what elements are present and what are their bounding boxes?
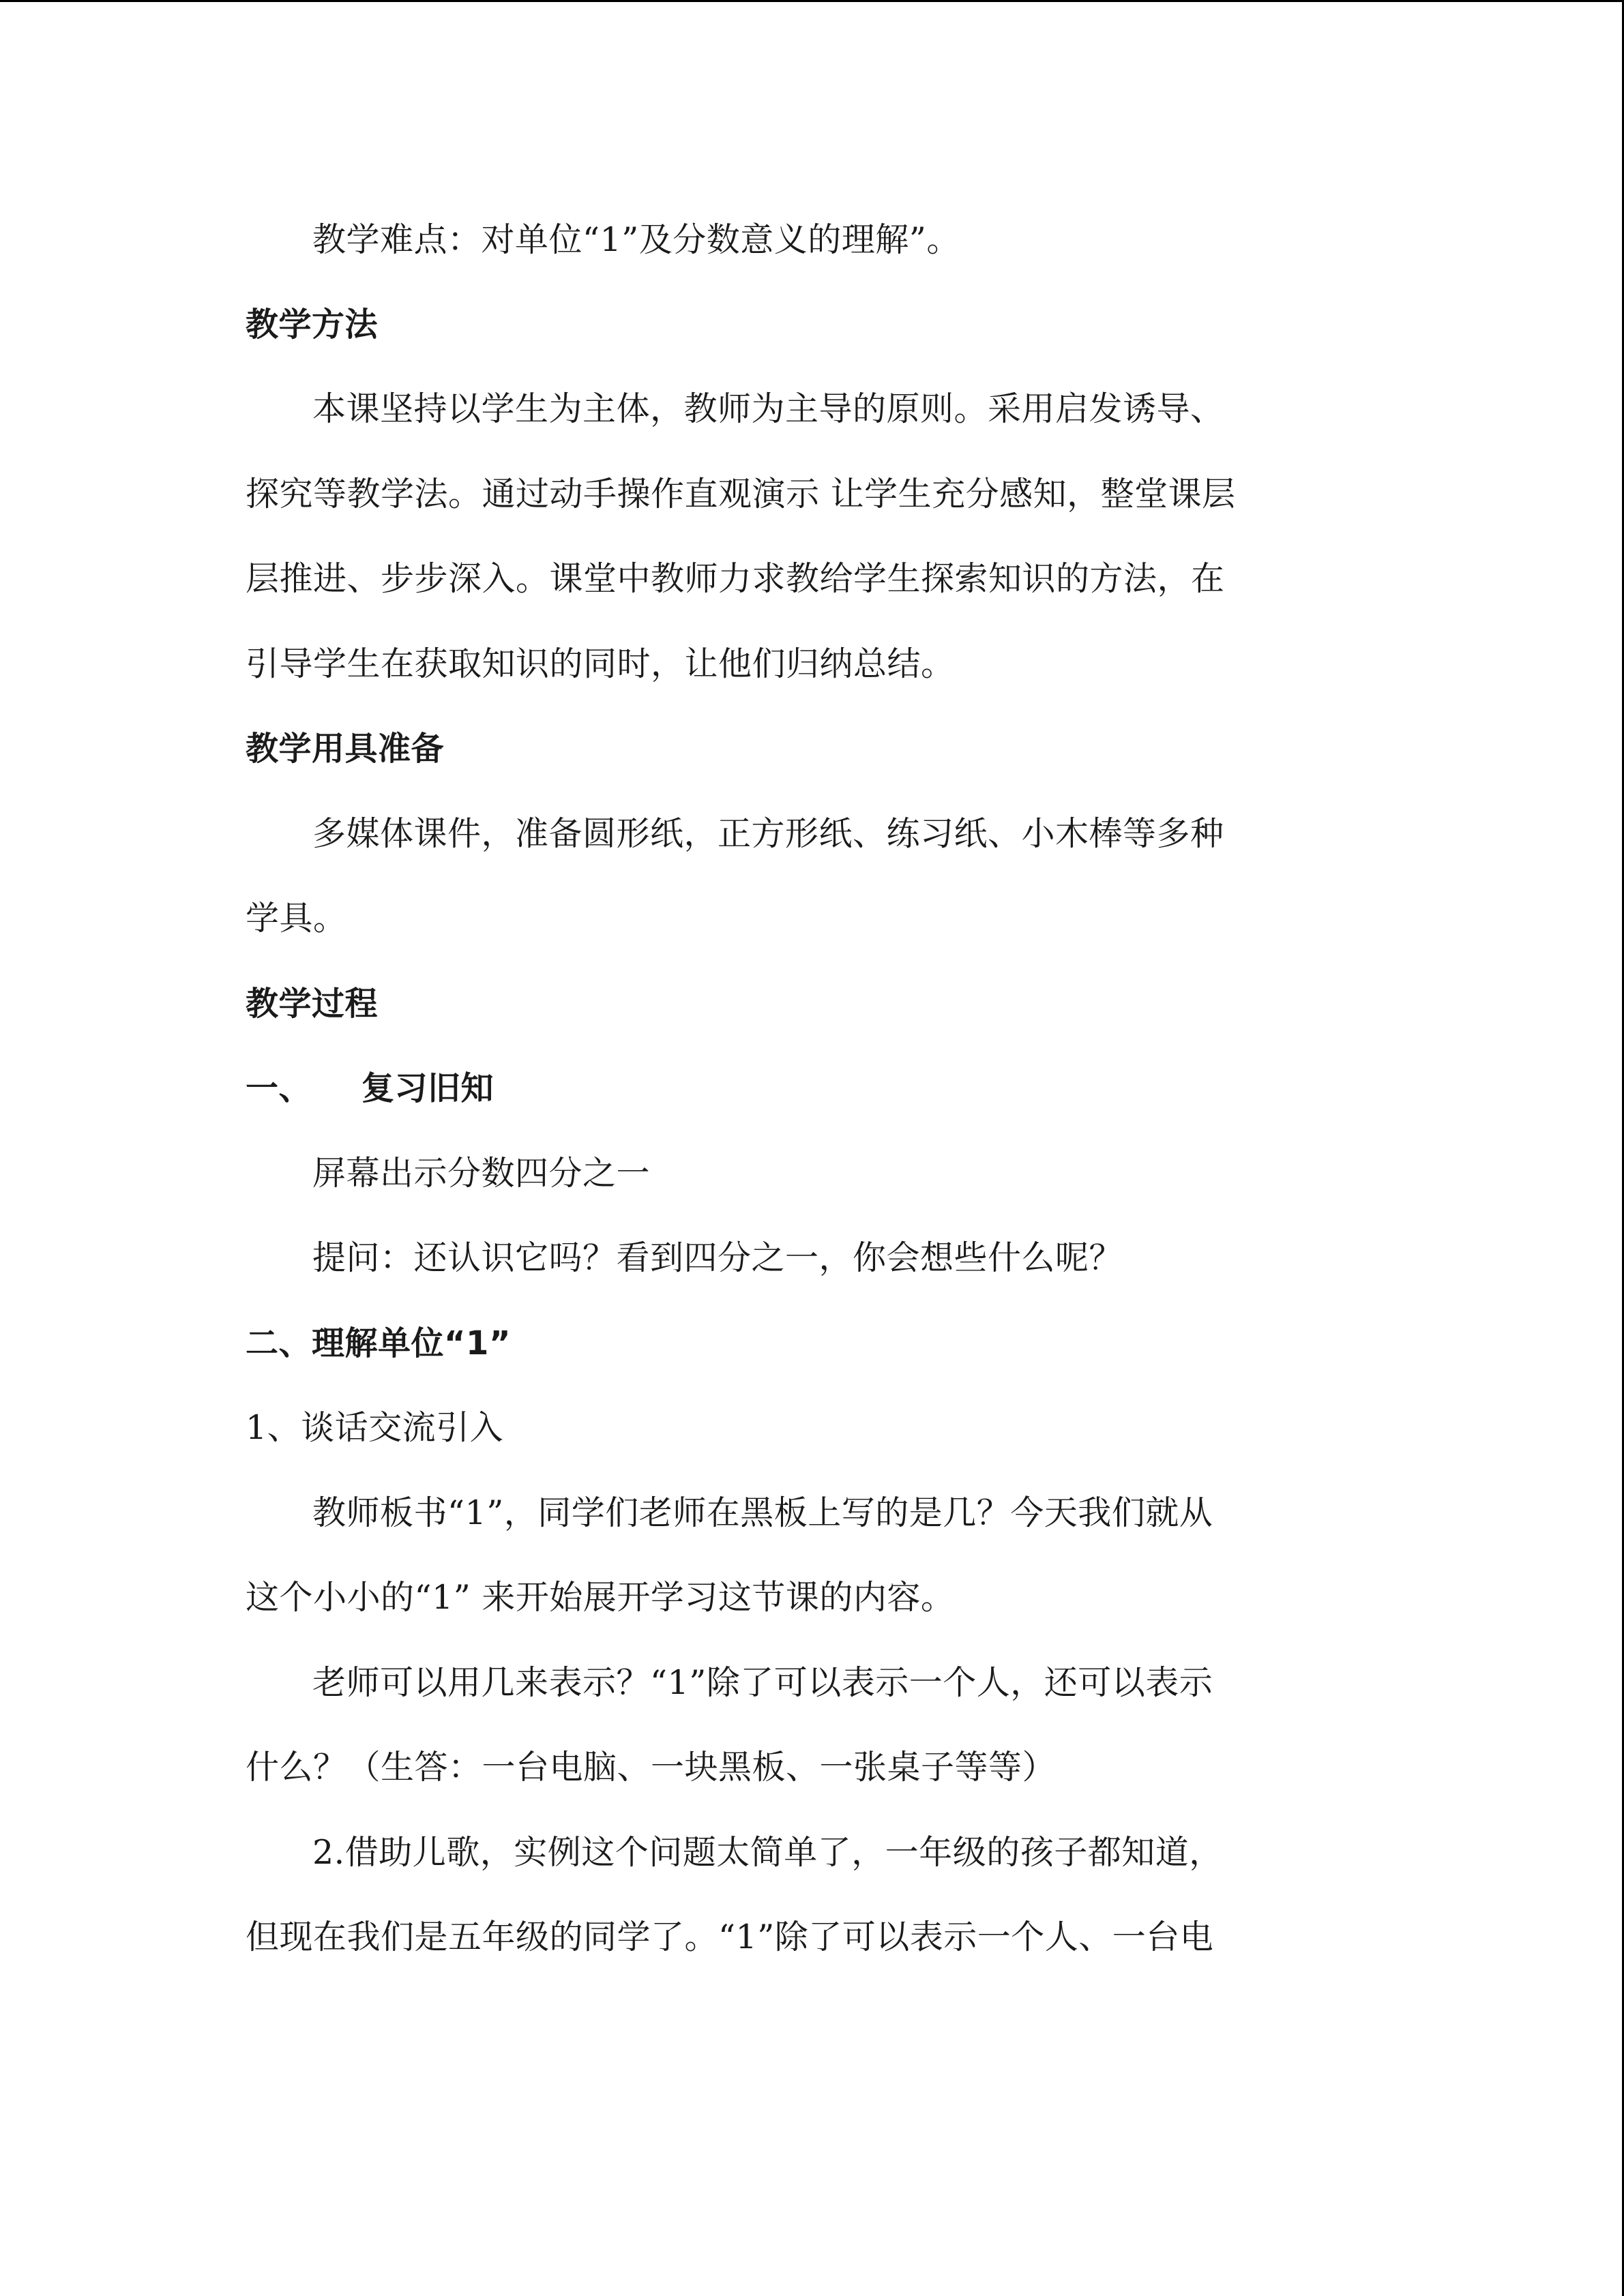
paragraph-method-line-4: 引导学生在获取知识的同时，让他们归纳总结。 bbox=[246, 644, 955, 683]
paragraph-method-line-1: 本课坚持以学生为主体，教师为主导的原则。采用启发诱导、 bbox=[312, 389, 1224, 428]
paragraph-method-line-3: 层推进、步步深入。课堂中教师力求教给学生探索知识的方法，在 bbox=[246, 559, 1225, 598]
paragraph-review-question: 提问：还认识它吗？看到四分之一，你会想些什么呢？ bbox=[312, 1238, 1123, 1277]
heading-teaching-method: 教学方法 bbox=[246, 305, 379, 344]
paragraph-song-line-1: 2.借助儿歌，实例这个问题太简单了，一年级的孩子都知道， bbox=[312, 1833, 1223, 1872]
subheading-conversation: 1、谈话交流引入 bbox=[246, 1408, 504, 1447]
paragraph-review-screen: 屏幕出示分数四分之一 bbox=[312, 1154, 651, 1193]
paragraph-method-line-2: 探究等教学法。通过动手操作直观演示 让学生充分感知，整堂课层 bbox=[246, 475, 1236, 513]
paragraph-song-line-2: 但现在我们是五年级的同学了。“1”除了可以表示一个人、一台电 bbox=[246, 1918, 1214, 1956]
heading-review-title: 复习旧知 bbox=[361, 1069, 494, 1107]
paragraph-tools-line-1: 多媒体课件，准备圆形纸，正方形纸、练习纸、小木棒等多种 bbox=[312, 814, 1224, 853]
heading-review bbox=[246, 1068, 494, 1109]
paragraph-represent-line-1: 老师可以用几来表示？“1”除了可以表示一个人，还可以表示 bbox=[312, 1663, 1213, 1702]
paragraph-difficulty: 教学难点：对单位“1”及分数意义的理解”。 bbox=[312, 220, 960, 259]
paragraph-board-line-2: 这个小小的“1” 来开始展开学习这节课的内容。 bbox=[246, 1578, 955, 1617]
page-border-top bbox=[0, 0, 1624, 2]
heading-unit-one: 二、理解单位“1” bbox=[246, 1324, 511, 1362]
paragraph-represent-line-2: 什么？（生答：一台电脑、一块黑板、一张桌子等等） bbox=[246, 1748, 1057, 1787]
heading-review-number: 一、 bbox=[246, 1069, 312, 1107]
paragraph-board-line-1: 教师板书“1”，同学们老师在黑板上写的是几？今天我们就从 bbox=[312, 1493, 1213, 1532]
heading-teaching-process: 教学过程 bbox=[246, 985, 379, 1023]
paragraph-tools-line-2: 学具。 bbox=[246, 899, 347, 938]
heading-teaching-tools: 教学用具准备 bbox=[246, 730, 445, 768]
